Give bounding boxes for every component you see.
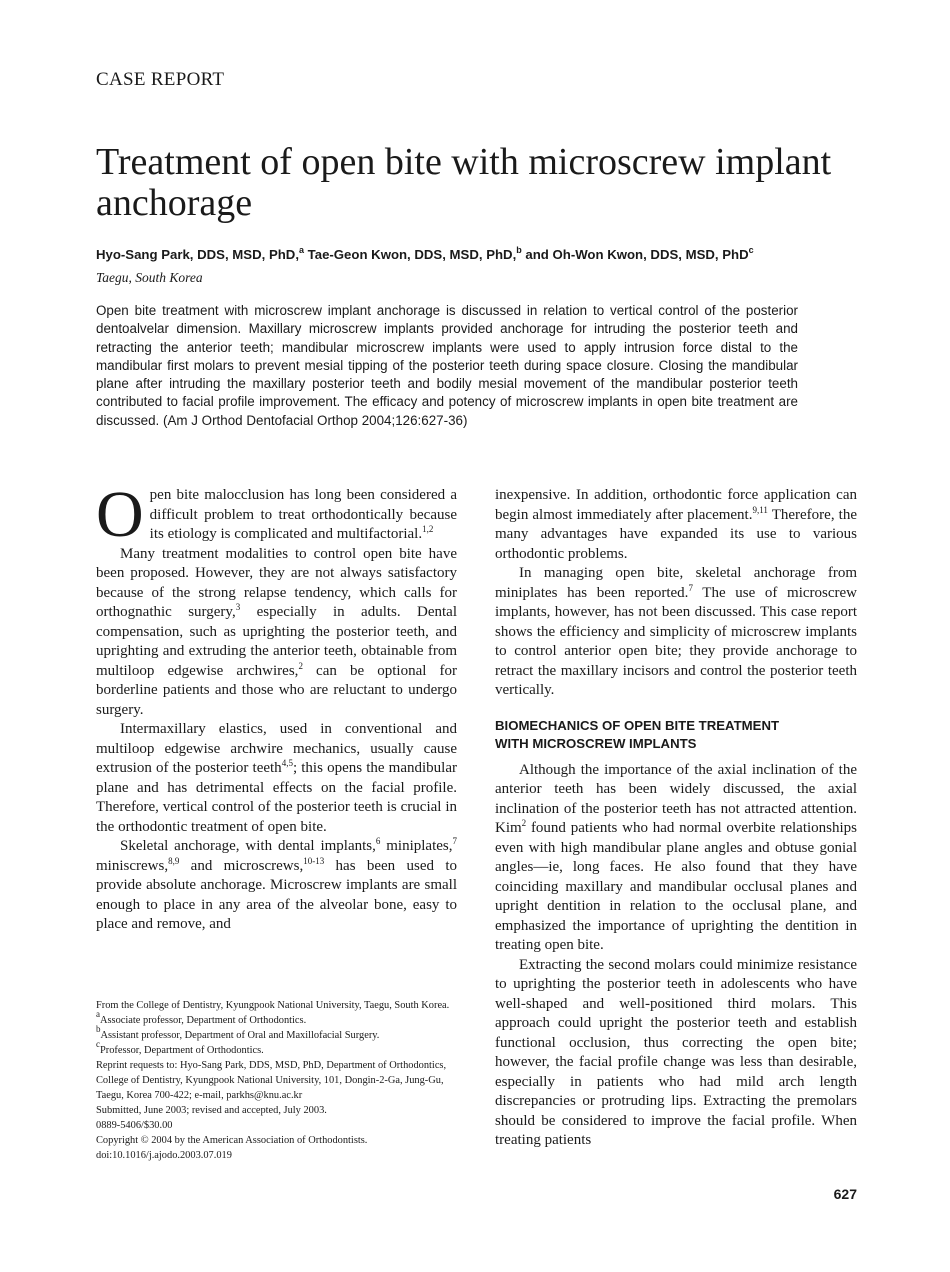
body-paragraph-continued: [495, 486, 857, 564]
author-list: [96, 247, 876, 262]
citation: 6: [375, 836, 381, 846]
author-3: and Oh-Won Kwon, DDS, MSD, PhD: [521, 247, 749, 262]
text-run: miniscrews,: [96, 857, 169, 874]
footnote-institution: From the College of Dentistry, Kyungpook National University, Taegu, South Korea.: [96, 1000, 450, 1011]
footnote-text: Assistant professor, Department of Oral and Maxillofacial Surgery.: [100, 1030, 380, 1041]
footnote-affiliation-b: [96, 1024, 457, 1043]
citation: 9,11: [752, 504, 768, 515]
citation: 2: [521, 818, 527, 828]
abstract: Open bite treatment with microscrew implant anchorage is discussed in relation to vertical control of the posterior dentoalvelar dimension. Maxillary microscrew implants provided anchorage for intruding the posterior teeth and retracting the anterior teeth; mandibular microscrew implants were used to apply intrusion force distal to the mandibular first molars to prevent mesial tipping of the posterior teeth during space closure. Closing the mandibular plane after intruding the maxillary posterior teeth and bodily mesial movement of the mandibular posterior teeth contributed to facial profile improvement. The efficacy and potency of microscrew implants in open bite treatment are discussed. (Am J Orthod Dentofacial Orthop 2004;126:627-36): [96, 303, 798, 428]
text-run: found patients who had normal overbite relationships even with high mandibular plane angles and obtuse gonial angles—ie, long faces. He also found that they have coinciding maxillary and mandibular occlusal planes and upright dentition in relation to the occlusal plane, and emphasized the importance of uprighting the dentition in treating open bite.: [495, 820, 857, 953]
text-run: especially in adults. Dental compensation, such as uprighting the posterior teeth, and uprighting and extruding the anterior teeth, obtainable from multiloop edgewise archwires,: [96, 604, 457, 679]
text-run: miniplates,: [380, 838, 453, 854]
author-1: Hyo-Sang Park, DDS, MSD, PhD,: [96, 247, 299, 262]
footnote-issn: 0889-5406/$30.00: [96, 1120, 173, 1131]
intro-paragraph-1: [96, 478, 457, 551]
text-run: In managing open bite, skeletal anchorage from miniplates has been reported.: [495, 565, 857, 601]
footnote-doi: doi:10.1016/j.ajodo.2003.07.019: [96, 1150, 232, 1161]
text-run: has been used to provide absolute anchorage. Microscrew implants are small enough to place in any area of the alveolar bone, easy to place and remove, and: [96, 857, 457, 932]
body-paragraph: [495, 761, 857, 956]
affil-mark: a: [96, 1009, 100, 1019]
citation: 3: [235, 602, 241, 612]
page-number: 627: [833, 1186, 857, 1202]
section-heading: [495, 717, 857, 753]
affil-mark: c: [96, 1039, 100, 1049]
left-column: [96, 478, 458, 935]
body-paragraph: [495, 564, 857, 701]
footnote-dates: Submitted, June 2003; revised and accepted, July 2003.: [96, 1105, 327, 1116]
citation: 8,9: [168, 855, 180, 866]
author-2-affil-mark: b: [516, 245, 522, 255]
text-run: inexpensive. In addition, orthodontic force application can begin almost immediately after placement.: [495, 487, 857, 523]
heading-line: BIOMECHANICS OF OPEN BITE TREATMENT: [495, 717, 780, 733]
citation: 7: [688, 582, 693, 593]
footnote-copyright: Copyright © 2004 by the American Association of Orthodontists.: [96, 1135, 368, 1146]
text-run: Many treatment modalities to control open bite have been proposed. However, they are not always satisfactory because of the strong relapse tendency, which calls for orthognathic surgery,: [96, 545, 457, 620]
author-location: Taegu, South Korea: [96, 270, 203, 285]
footnote-text: Associate professor, Department of Orthodontics.: [100, 1015, 307, 1026]
citation: 2: [298, 660, 303, 671]
heading-line: WITH MICROSCREW IMPLANTS: [495, 735, 697, 751]
footnote-text: Professor, Department of Orthodontics.: [100, 1045, 264, 1056]
article-title: Treatment of open bite with microscrew implant anchorage: [96, 141, 832, 224]
text-run: ; this opens the mandibular plane and has detrimental effects on the facial profile. Therefore, vertical control of the posterior teeth is crucial in the orthodontic treatment of open bite.: [96, 760, 457, 835]
section-label: CASE REPORT: [96, 69, 225, 90]
citation: 7: [452, 836, 457, 846]
text-run: can be optional for borderline patients and those who are reluctant to undergo surgery.: [96, 662, 458, 718]
author-2: Tae-Geon Kwon, DDS, MSD, PhD,: [304, 247, 517, 262]
right-column: [495, 486, 857, 1151]
author-3-affil-mark: c: [748, 245, 754, 255]
citation: 4,5: [281, 758, 293, 768]
text-run: and microscrews,: [179, 857, 304, 874]
footnotes: [96, 998, 457, 1163]
affil-mark: b: [96, 1024, 101, 1034]
drop-cap: O: [96, 478, 144, 551]
text-run: Although the importance of the axial inclination of the anterior teeth has been widely discussed, the axial inclination of the posterior teeth has not attracted attention. Kim: [495, 761, 857, 836]
footnote-affiliation-c: [96, 1039, 457, 1058]
footnote-reprint: Reprint requests to: Hyo-Sang Park, DDS, MSD, PhD, Department of Orthodontics, College of Dentistry, Kyungpook National University, 101, Dongin-2-Ga, Jung-Gu, Taegu, Korea 700-422; e-mail, parkhs@knu.ac.kr: [96, 1060, 447, 1101]
citation: 10-13: [303, 855, 325, 866]
text-run: Skeletal anchorage, with dental implants,: [120, 838, 376, 854]
text-run: Intermaxillary elastics, used in conventional and multiloop edgewise archwire mechanics, usually cause extrusion of the posterior teeth: [96, 721, 457, 776]
intro-paragraph-4: [96, 837, 457, 935]
text-run: Therefore, the many advantages have expanded its use to various orthodontic problems.: [495, 506, 857, 562]
author-1-affil-mark: a: [298, 245, 304, 255]
intro-paragraph-3: [96, 720, 457, 837]
body-paragraph: Extracting the second molars could minimize resistance to uprighting the posterior teeth in adolescents who have well-shaped and well-positioned third molars. This approach could upright the posterior teeth and establish functional occlusion, thus correcting the open bite; however, the facial profile change was less than desirable, especially in patients who had mild arch length discrepancies or protruding lips. Extracting the premolars should be considered to improve the facial profile. When treating patients: [495, 956, 857, 1148]
footnote-affiliation-a: [96, 1009, 457, 1028]
intro-paragraph-2: [96, 545, 457, 721]
intro-text-1: pen bite malocclusion has long been considered a difficult problem to treat orthodontically because its etiology is complicated and multifactorial.: [149, 487, 457, 542]
citation: 1,2: [422, 524, 434, 534]
text-run: The use of microscrew implants, however, has not been discussed. This case report shows the efficiency and simplicity of microscrew implants to control anterior open bite; they provide anchorage to retract the maxillary incisors and control the posterior teeth vertically.: [495, 584, 857, 698]
